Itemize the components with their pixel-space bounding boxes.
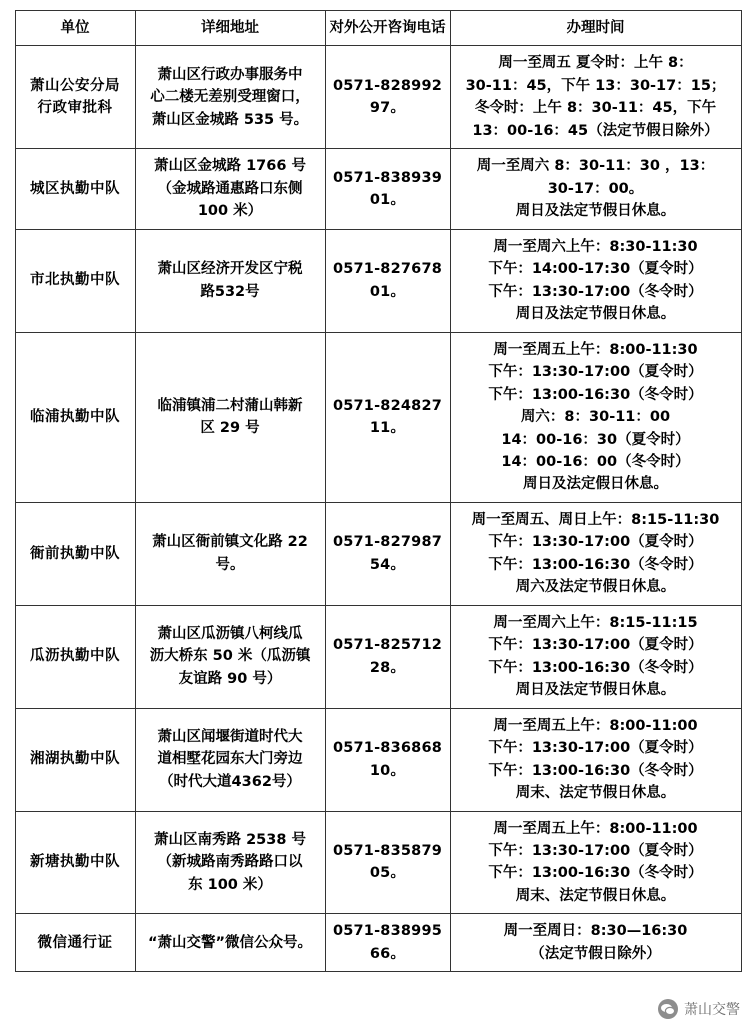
time-line: 周一至周五上午：8:00-11:00: [493, 820, 698, 837]
table-header-row: [15, 11, 741, 46]
table-row: [15, 811, 741, 914]
time-line: 14：00-16：00（冬令时）: [501, 453, 690, 470]
cell-phone: 0571-82571228。: [325, 605, 450, 708]
table-row: [15, 708, 741, 811]
wechat-account-name: 萧山交警: [684, 1002, 740, 1018]
time-line: 周一至周六 8：30-11：30 ，13：: [476, 158, 715, 175]
cell-phone: 0571-83587905。: [325, 811, 450, 914]
column-header-unit: 单位: [15, 11, 135, 46]
address-line: 萧山区衙前镇文化路 22: [152, 534, 308, 551]
cell-phone: 0571-82482711。: [325, 332, 450, 502]
address-line: 临浦镇浦二村蒲山韩新: [157, 397, 303, 414]
time-line: 周一至周五上午：8:00-11:30: [493, 341, 698, 358]
unit-line: 市北执勤中队: [30, 272, 120, 289]
table-row: [15, 229, 741, 332]
cell-unit: [15, 605, 135, 708]
cell-address: [135, 914, 325, 972]
cell-address: [135, 708, 325, 811]
time-line: 下午：13:30-17:00（夏令时）: [488, 534, 703, 551]
cell-address: [135, 46, 325, 149]
time-line: 周一至周日：8:30—16:30: [503, 923, 688, 940]
cell-unit: [15, 332, 135, 502]
cell-unit: [15, 914, 135, 972]
column-header-time: 办理时间: [450, 11, 741, 46]
cell-address: [135, 332, 325, 502]
column-header-address: 详细地址: [135, 11, 325, 46]
cell-phone: 0571-83893901。: [325, 149, 450, 229]
cell-address: [135, 229, 325, 332]
time-line: 14：00-16：30（夏令时）: [501, 431, 690, 448]
cell-phone: 0571-83686810。: [325, 708, 450, 811]
address-line: 心二楼无差别受理窗口，: [150, 89, 310, 106]
time-line: 下午：13:00-16:30（冬令时）: [488, 865, 703, 882]
address-line: 萧山区经济开发区宁税: [157, 261, 303, 278]
unit-line: 衙前执勤中队: [30, 545, 120, 562]
time-line: 周六：8：30-11：00: [520, 409, 671, 426]
time-line: 30-11：45，下午 13：30-17：15；: [465, 77, 726, 94]
column-header-phone: 对外公开咨询电话: [325, 11, 450, 46]
cell-address: [135, 502, 325, 605]
cell-phone: 0571-82798754。: [325, 502, 450, 605]
address-line: 萧山区行政办事服务中: [157, 66, 303, 83]
time-line: （法定节假日除外）: [530, 945, 661, 962]
time-line: 周一至周五 夏令时：上午 8：: [498, 55, 693, 72]
cell-unit: [15, 708, 135, 811]
cell-phone: 0571-82899297。: [325, 46, 450, 149]
address-line: 东 100 米）: [188, 876, 272, 893]
table-body: [15, 46, 741, 972]
address-line: （金城路通惠路口东侧: [157, 180, 303, 197]
time-line: 下午：13:00-16:30（冬令时）: [488, 762, 703, 779]
address-line: 沥大桥东 50 米（瓜沥镇: [149, 648, 311, 665]
time-line: 下午：13:30-17:00（夏令时）: [488, 740, 703, 757]
cell-time: [450, 149, 741, 229]
cell-phone: 0571-83899566。: [325, 914, 450, 972]
cell-phone: 0571-82767801。: [325, 229, 450, 332]
cell-unit: [15, 46, 135, 149]
cell-address: [135, 811, 325, 914]
cell-time: [450, 605, 741, 708]
address-line: 区 29 号: [200, 420, 260, 437]
unit-line: 瓜沥执勤中队: [30, 648, 120, 665]
cell-time: [450, 811, 741, 914]
address-line: 100 米）: [197, 203, 263, 220]
table-row: [15, 332, 741, 502]
table-row: [15, 149, 741, 229]
time-line: 周六及法定节假日休息。: [515, 579, 676, 596]
table-row: [15, 46, 741, 149]
unit-line: 行政审批科: [37, 100, 113, 117]
unit-line: 城区执勤中队: [30, 180, 120, 197]
time-line: 周末、法定节假日休息。: [515, 785, 676, 802]
time-line: 30-17：00。: [547, 180, 644, 197]
address-line: （时代大道4362号）: [159, 773, 301, 790]
unit-line: 临浦执勤中队: [30, 409, 120, 426]
time-line: 周一至周五、周日上午：8:15-11:30: [471, 511, 720, 528]
time-line: 下午：14:00-17:30（夏令时）: [488, 261, 703, 278]
address-line: “萧山交警”微信公众号。: [147, 934, 313, 951]
cell-unit: [15, 502, 135, 605]
time-line: 下午：13:30-17:00（夏令时）: [488, 637, 703, 654]
wechat-icon: [658, 999, 678, 1019]
cell-unit: [15, 811, 135, 914]
cell-unit: [15, 229, 135, 332]
time-line: 周日及法定节假日休息。: [515, 682, 676, 699]
time-line: 下午：13:00-16:30（冬令时）: [488, 556, 703, 573]
time-line: 周末、法定节假日休息。: [515, 887, 676, 904]
cell-time: [450, 708, 741, 811]
address-line: 萧山区闻堰街道时代大: [157, 728, 303, 745]
cell-time: [450, 332, 741, 502]
address-line: 号。: [215, 556, 245, 573]
time-line: 周一至周五上午：8:00-11:00: [493, 717, 698, 734]
address-line: 路532号: [200, 283, 260, 300]
unit-line: 新塘执勤中队: [30, 854, 120, 871]
unit-line: 微信通行证: [37, 934, 113, 951]
address-line: 友谊路 90 号）: [178, 670, 282, 687]
time-line: 下午：13:30-17:00（冬令时）: [488, 283, 703, 300]
time-line: 13：00-16：45（法定节假日除外）: [472, 122, 719, 139]
address-line: 道相墅花园东大门旁边: [157, 751, 303, 768]
cell-address: [135, 149, 325, 229]
address-line: （新城路南秀路路口以: [157, 854, 303, 871]
time-line: 周一至周六上午：8:15-11:15: [493, 614, 698, 631]
unit-line: 湘湖执勤中队: [30, 751, 120, 768]
cell-address: [135, 605, 325, 708]
table-row: [15, 502, 741, 605]
address-line: 萧山区金城路 1766 号: [154, 158, 306, 175]
time-line: 下午：13:30-17:00（夏令时）: [488, 364, 703, 381]
office-hours-table: [15, 10, 742, 972]
time-line: 冬令时：上午 8：30-11：45，下午: [474, 100, 717, 117]
time-line: 周日及法定节假日休息。: [515, 203, 676, 220]
address-line: 萧山区瓜沥镇八柯线瓜: [157, 626, 303, 643]
time-line: 周日及法定假日休息。: [523, 476, 668, 493]
cell-time: [450, 914, 741, 972]
address-line: 萧山区南秀路 2538 号: [154, 831, 306, 848]
address-line: 萧山区金城路 535 号。: [151, 111, 309, 128]
table-row: [15, 914, 741, 972]
time-line: 下午：13:00-16:30（冬令时）: [488, 386, 703, 403]
unit-line: 萧山公安分局: [30, 77, 120, 94]
cell-time: [450, 502, 741, 605]
wechat-account-badge: [658, 999, 740, 1019]
cell-time: [450, 229, 741, 332]
time-line: 周日及法定节假日休息。: [515, 306, 676, 323]
time-line: 下午：13:30-17:00（夏令时）: [488, 843, 703, 859]
cell-time: [450, 46, 741, 149]
cell-unit: [15, 149, 135, 229]
time-line: 下午：13:00-16:30（冬令时）: [488, 659, 703, 676]
time-line: 周一至周六上午：8:30-11:30: [493, 238, 698, 255]
table-row: [15, 605, 741, 708]
